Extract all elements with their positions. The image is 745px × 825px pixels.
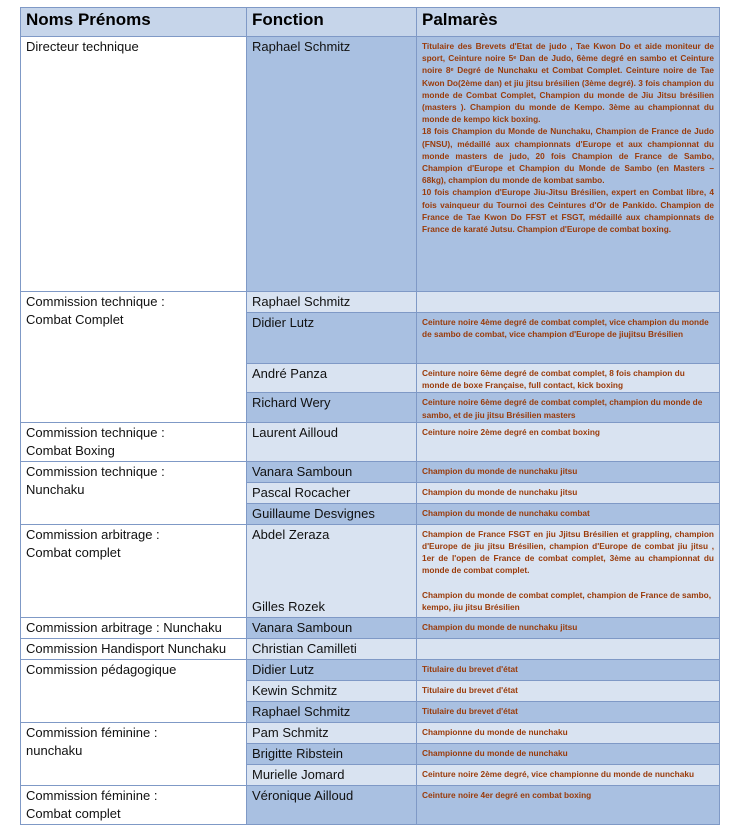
member-name: Didier Lutz xyxy=(247,659,417,680)
member-name: Vanara Samboun xyxy=(247,461,417,482)
table-row xyxy=(21,422,720,461)
group-label: Commission féminine : nunchaku xyxy=(21,722,247,785)
header-palmares: Palmarès xyxy=(417,8,720,37)
member-name: Laurent Ailloud xyxy=(247,422,417,461)
member-name: Kewin Schmitz xyxy=(247,680,417,701)
table-row xyxy=(21,659,720,680)
group-label: Commission pédagogique xyxy=(21,659,247,722)
palmares-cell: Titulaire du brevet d'état xyxy=(417,701,720,722)
member-name: Gilles Rozek xyxy=(252,598,325,614)
staff-table-container xyxy=(20,7,720,825)
group-label: Commission technique : Nunchaku xyxy=(21,461,247,524)
member-name: Abdel Zeraza xyxy=(252,526,330,542)
member-name: Didier Lutz xyxy=(247,313,417,364)
table-row xyxy=(21,638,720,659)
palmares-cell: Champion du monde de nunchaku jitsu xyxy=(417,482,720,503)
palmares-cell: Champion du monde de nunchaku combat xyxy=(417,503,720,524)
staff-table xyxy=(20,7,720,825)
member-name: Christian Camilleti xyxy=(247,638,417,659)
table-row xyxy=(21,292,720,313)
group-label: Directeur technique xyxy=(21,37,247,292)
table-row xyxy=(21,524,720,617)
member-name: Raphael Schmitz xyxy=(247,37,417,292)
table-row xyxy=(21,461,720,482)
table-row xyxy=(21,785,720,824)
group-label: Commission technique : Combat Boxing xyxy=(21,422,247,461)
palmares-cell: Ceinture noire 6ème degré de combat complet, champion du monde de sambo, et de jiu jitsu Brésilien masters xyxy=(417,393,720,422)
member-name: Murielle Jomard xyxy=(247,764,417,785)
table-row xyxy=(21,722,720,743)
member-name: André Panza xyxy=(247,364,417,393)
palmares-cell xyxy=(417,292,720,313)
palmares-cell: Championne du monde de nunchaku xyxy=(417,743,720,764)
palmares-cell: Champion de France FSGT en jiu Jjitsu Brésilien et grappling, champion d'Europe de jiu jitsu Brésilien, champion d'Europe de combat jiu jitsu , 1er de l'open de France de combat complet, 3ème au championnat du monde de combat complet. Champion du monde de combat complet, champion de France de sambo, kempo, jiu jitsu Brésilien xyxy=(417,524,720,617)
member-name: Pam Schmitz xyxy=(247,722,417,743)
group-label: Commission technique : Combat Complet xyxy=(21,292,247,423)
palmares-cell: Ceinture noire 6ème degré de combat complet, 8 fois champion du monde de boxe Française, full contact, kick boxing xyxy=(417,364,720,393)
palmares-cell: Champion du monde de nunchaku jitsu xyxy=(417,461,720,482)
group-label: Commission féminine : Combat complet xyxy=(21,785,247,824)
member-name: Vanara Samboun xyxy=(247,617,417,638)
table-row xyxy=(21,617,720,638)
member-name: Raphael Schmitz xyxy=(247,292,417,313)
palmares-cell: Titulaire du brevet d'état xyxy=(417,659,720,680)
palmares-cell: Titulaire des Brevets d'Etat de judo , Tae Kwon Do et aide moniteur de sport, Ceinture noire 5ᵉ Dan de Judo, 6ème degré en sambo et Ceinture noire 8ᵉ Degré de Nunchaku et Combat Complet. Ceinture noire de Tae Kwon Do(2ème dan) et jiu jitsu brésilien (3ème degré). 3 fois champion du monde de Combat Complet, Champion du monde de Jiu Jitsu brésilien (masters ). Champion du monde de Kempo. 3ème au championnat du monde de kempo kick boxing. 18 fois Champion du Monde de Nunchaku, Champion de France de Judo (FNSU), médaillé aux championnats d'Europe et aux championnat du monde masters de judo, 20 fois Champion de France de Sambo, Champion d'Europe et Champion du Monde de Sambo (en Masters –68kg), champion du monde de kombat sambo. 10 fois champion d'Europe Jiu-Jitsu Brésilien, expert en Combat libre, 4 fois vainqueur du Tournoi des Ceintures d'Or de Pankido. Champion de France de Tae Kwon Do FFST et FSGT, médaillé aux championnats de France de karaté Jutsu. Champion d'Europe de combat boxing. xyxy=(417,37,720,292)
member-name: Pascal Rocacher xyxy=(247,482,417,503)
table-row xyxy=(21,37,720,292)
palmares-cell: Ceinture noire 4er degré en combat boxing xyxy=(417,785,720,824)
header-function: Fonction xyxy=(247,8,417,37)
palmares-cell: Ceinture noire 4ème degré de combat complet, vice champion du monde de sambo de combat, vice champion d'Europe de jiujitsu Brésilien xyxy=(417,313,720,364)
palmares-cell: Titulaire du brevet d'état xyxy=(417,680,720,701)
group-label: Commission arbitrage : Combat complet xyxy=(21,524,247,617)
palmares-cell xyxy=(417,638,720,659)
group-label: Commission arbitrage : Nunchaku xyxy=(21,617,247,638)
header-names: Noms Prénoms xyxy=(21,8,247,37)
member-name: Richard Wery xyxy=(247,393,417,422)
header-row xyxy=(21,8,720,37)
member-name: Véronique Ailloud xyxy=(247,785,417,824)
member-name: Guillaume Desvignes xyxy=(247,503,417,524)
member-name-pair xyxy=(247,524,417,617)
palmares-cell: Championne du monde de nunchaku xyxy=(417,722,720,743)
group-label: Commission Handisport Nunchaku xyxy=(21,638,247,659)
palmares-cell: Champion du monde de nunchaku jitsu xyxy=(417,617,720,638)
member-name: Brigitte Ribstein xyxy=(247,743,417,764)
member-name: Raphael Schmitz xyxy=(247,701,417,722)
palmares-cell: Ceinture noire 2ème degré en combat boxing xyxy=(417,422,720,461)
palmares-cell: Ceinture noire 2ème degré, vice championne du monde de nunchaku xyxy=(417,764,720,785)
